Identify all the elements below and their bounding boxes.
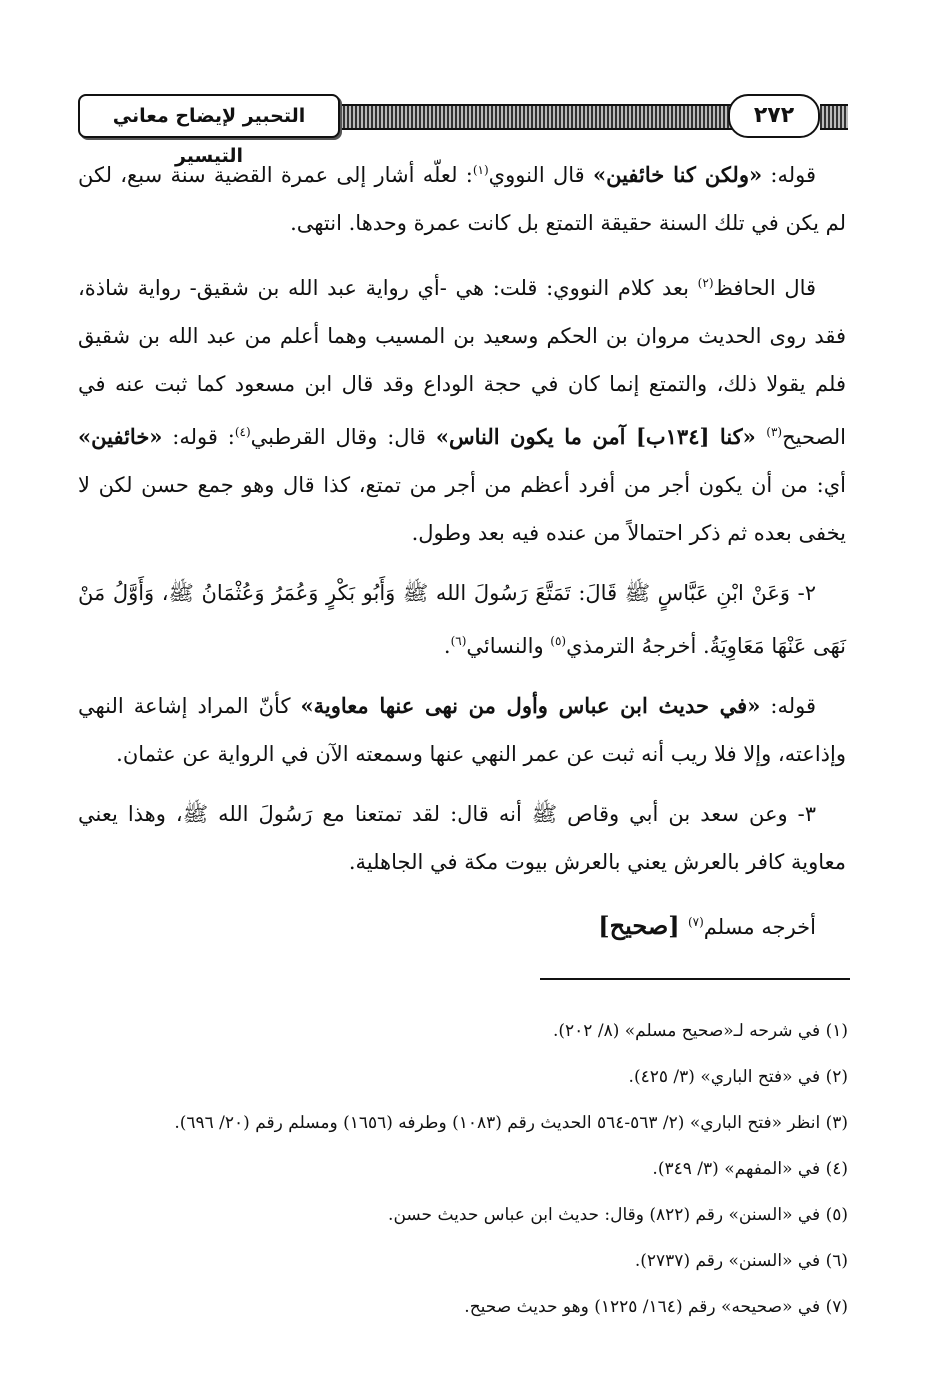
footnote-ref: (٦) (450, 634, 467, 648)
text-run: قال: وقال القرطبي (250, 425, 436, 449)
hadith-text: ٢- وَعَنْ ابْنِ عَبَّاسٍ ﷺ قَالَ: تَمَتَّعَ رَسُولَ الله ﷺ وَأَبُو بَكْرٍ وَعُمَرُ وَعُثْمَانُ ﷺ، وَأَوَّلُ مَنْ نَهَى عَنْهَا مَعَاوِيَةُ. أخرجهُ الترمذي (78, 581, 846, 658)
main-text (78, 146, 846, 963)
footnotes (78, 1008, 848, 1330)
footnote-6: (٦) في «السنن» رقم (٢٧٣٧). (634, 1251, 848, 1271)
page-header (68, 92, 848, 167)
footnote-4: (٤) في «المفهم» (٣/ ٣٤٩). (652, 1159, 848, 1179)
quoted-phrase: «خائفين» (78, 424, 163, 449)
quoted-phrase: «في حديث ابن عباس وأول من نهى عنها معاوية» (300, 693, 761, 718)
footnote-ref: (٤) (234, 425, 251, 439)
paragraph-3 (78, 682, 846, 778)
text-run: أخرجه مسلم (703, 915, 816, 939)
text-run: قال النووي (488, 163, 593, 187)
text-run: . (443, 634, 451, 658)
footnote-7: (٧) في «صحيحه» رقم (١٦٤/ ١٢٢٥) وهو حديث صحيح. (464, 1297, 848, 1317)
hadith-2 (78, 569, 846, 670)
text-run: : قوله: (162, 425, 235, 449)
footnote-separator (540, 978, 850, 980)
quoted-phrase: «ولكن كنا خائفين» (592, 162, 763, 187)
header-ornament-bar (323, 104, 793, 130)
text-run: قال الحافظ (713, 276, 817, 300)
hadith-text: ٣- وعن سعد بن أبي وقاص ﷺ أنه قال: لقد تمتعنا مع رَسُولَ الله ﷺ، وهذا يعني معاوية كافر بالعرش يعني بالعرش بيوت مكة في الجاهلية. (78, 802, 846, 874)
header-ornament-end (820, 104, 848, 130)
paragraph-1 (78, 146, 846, 247)
footnote-ref: (٣) (766, 425, 783, 439)
page-number: ٢٧٢ (728, 94, 820, 138)
text-run: بعد كلام النووي: قلت: هي -أي رواية عبد الله بن شقيق- رواية شاذة، فقد روى الحديث مروان بن الحكم وسعيد بن المسيب وهما أعلم من عبد الله بن شقيق فلم يقولا ذلك، والتمتع إنما كان في حجة الوداع وقد قال ابن مسعود كما ثبت عنه في الصحيح (78, 276, 847, 449)
text-run: قوله: (760, 694, 817, 718)
hadith-grade: [صحيح] (598, 911, 688, 940)
footnote-ref: (٥) (550, 634, 567, 648)
text-run: كأنّ المراد إشاعة النهي وإذاعته، وإلا فلا ريب أنه ثبت عن عمر النهي عنها وسمعته الآن في الرواية عن عثمان. (78, 694, 846, 766)
quoted-phrase: «كنا [١٣٤ب] آمن ما يكون الناس» (435, 424, 767, 449)
footnote-ref: (٢) (697, 276, 714, 290)
footnote-5: (٥) في «السنن» رقم (٨٢٢) وقال: حديث ابن عباس حديث حسن. (388, 1205, 848, 1225)
text-run: : لعلّه أشار إلى عمرة القضية سنة سبع، لكن لم يكن في تلك السنة حقيقة التمتع بل كانت عمرة وحدها. انتهى. (78, 163, 846, 235)
footnote-3: (٣) انظر «فتح الباري» (٢/ ٥٦٣-٥٦٤ الحديث رقم (١٠٨٣) وطرفه (١٦٥٦) ومسلم رقم (٢٠/ ٦٩٦). (174, 1113, 848, 1133)
text-run: والنسائي (466, 634, 551, 658)
footnote-ref: (٧) (687, 915, 704, 929)
text-run: أي: من أن يكون أجر من أفرد أعظم من أجر من تمتع، كذا قال وهو جمع حسن لكن لا يخفى بعده ثم ذكر احتمالاً من عنده فيه بعد وطول. (78, 473, 846, 545)
hadith-3 (78, 790, 846, 886)
hadith-3-source (78, 898, 846, 951)
footnote-1: (١) في شرحه لـ«صحيح مسلم» (٨/ ٢٠٢). (552, 1021, 848, 1041)
paragraph-2 (78, 259, 846, 557)
footnote-ref: (١) (472, 163, 489, 177)
book-title: التحبير لإيضاح معاني التيسير (78, 94, 340, 138)
footnote-2: (٢) في «فتح الباري» (٣/ ٤٢٥). (628, 1067, 848, 1087)
text-run: قوله: (762, 163, 817, 187)
